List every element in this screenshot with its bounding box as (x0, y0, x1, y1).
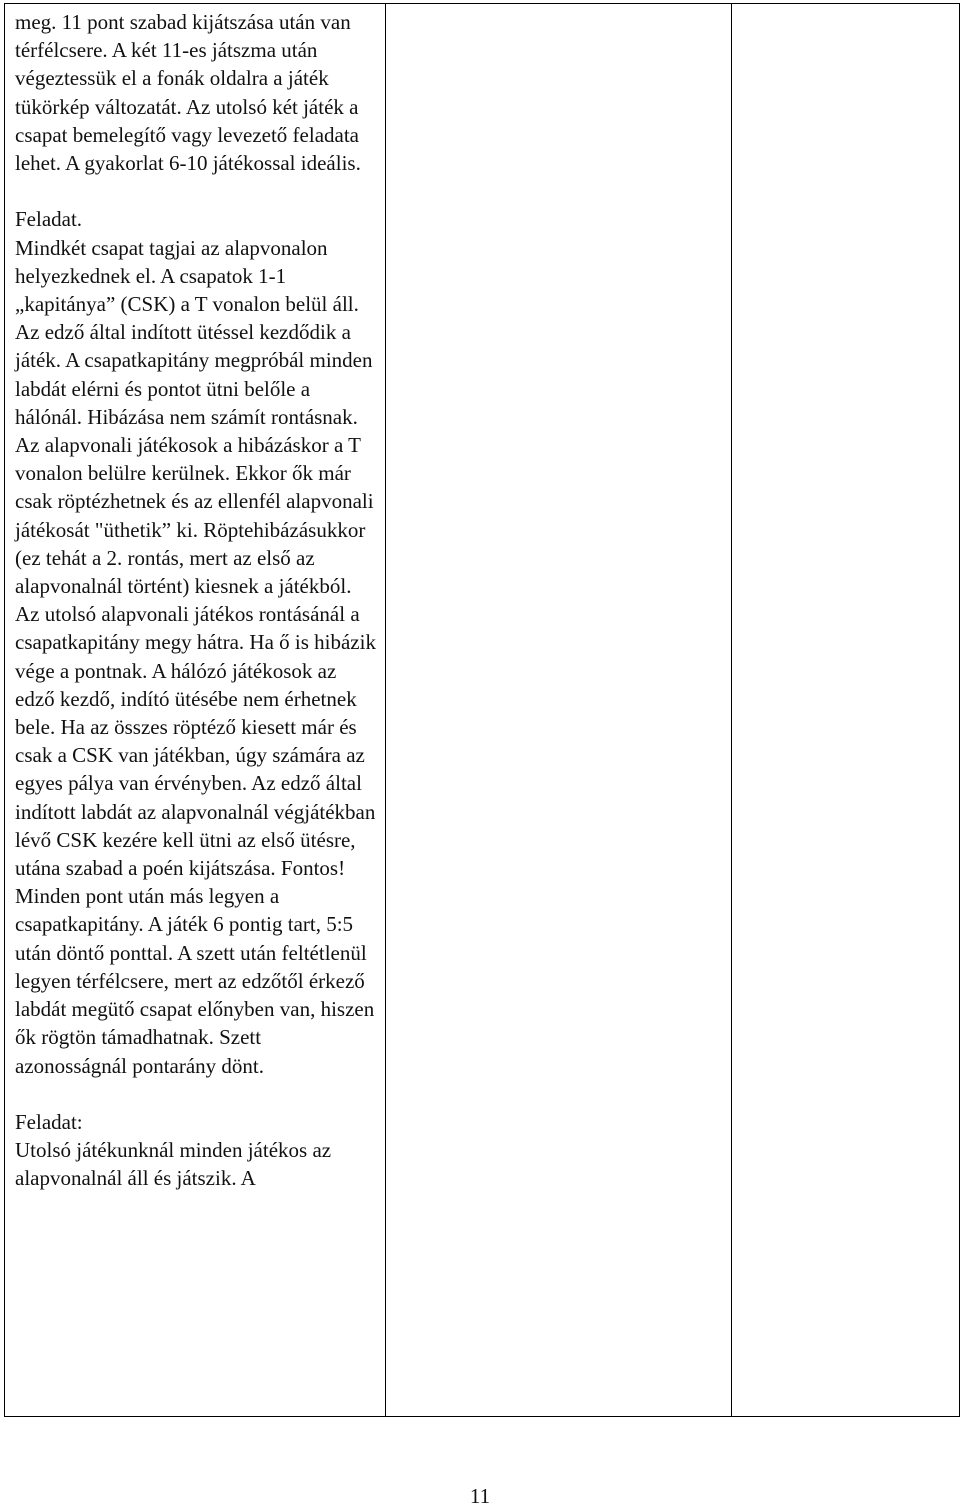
task2-body: Utolsó játékunknál minden játékos az alapvonalnál áll és játszik. A (15, 1138, 332, 1191)
description-text (5, 4, 385, 1193)
table-row (5, 4, 960, 1417)
paragraph-gap (15, 177, 377, 205)
intro-paragraph: meg. 11 pont szabad kijátszása után van térfélcsere. A két 11-es játszma után végeztessük el a fonák oldalra a játék tükörkép változatát. Az utolsó két játék a csapat bemelegítő vagy levezető feladata lehet. A gyakorlat 6-10 játékossal ideális. (15, 10, 361, 176)
description-cell (5, 4, 386, 1417)
middle-empty-cell (386, 4, 732, 1417)
right-empty-cell (732, 4, 960, 1417)
task1-heading: Feladat. (15, 207, 83, 232)
paragraph-gap (15, 1080, 377, 1108)
page-number: 11 (469, 1484, 491, 1508)
task1-body: Mindkét csapat tagjai az alapvonalon helyezkednek el. A csapatok 1-1 „kapitánya” (CSK) a T vonalon belül áll. Az edző által indított ütéssel kezdődik a játék. A csapatkapitány megpróbál minden labdát elérni és pontot ütni belőle a hálónál. Hibázása nem számít rontásnak. Az alapvonali játékosok a hibázáskor a T vonalon belülre kerülnek. Ekkor ők már csak röptézhetnek és az ellenfél alapvonali játékosát "üthetik” ki. Röptehibázásukkor (ez tehát a 2. rontás, mert az első az alapvonalnál történt) kiesnek a játékból. Az utolsó alapvonali játékos rontásánál a csapatkapitány megy hátra. Ha ő is hibázik vége a pontnak. A hálózó játékosok az edző kezdő, indító ütésébe nem érhetnek bele. Ha az összes röptéző kiesett már és csak a CSK van játékban, úgy számára az egyes pálya van érvényben. Az edző által indított labdát az alapvonalnál végjátékban lévő CSK kezére kell ütni az első ütésre, utána szabad a poén kijátszása. Fontos! Minden pont után más legyen a csapatkapitány. A játék 6 pontig tart, 5:5 után döntő ponttal. A szett után feltétlenül legyen térfélcsere, mert az edzőtől érkező labdát megütő csapat előnyben van, hiszen ők rögtön támadhatnak. Szett azonosságnál pontarány dönt. (15, 235, 376, 1078)
exercise-table (4, 3, 960, 1417)
task2-heading: Feladat: (15, 1109, 83, 1134)
